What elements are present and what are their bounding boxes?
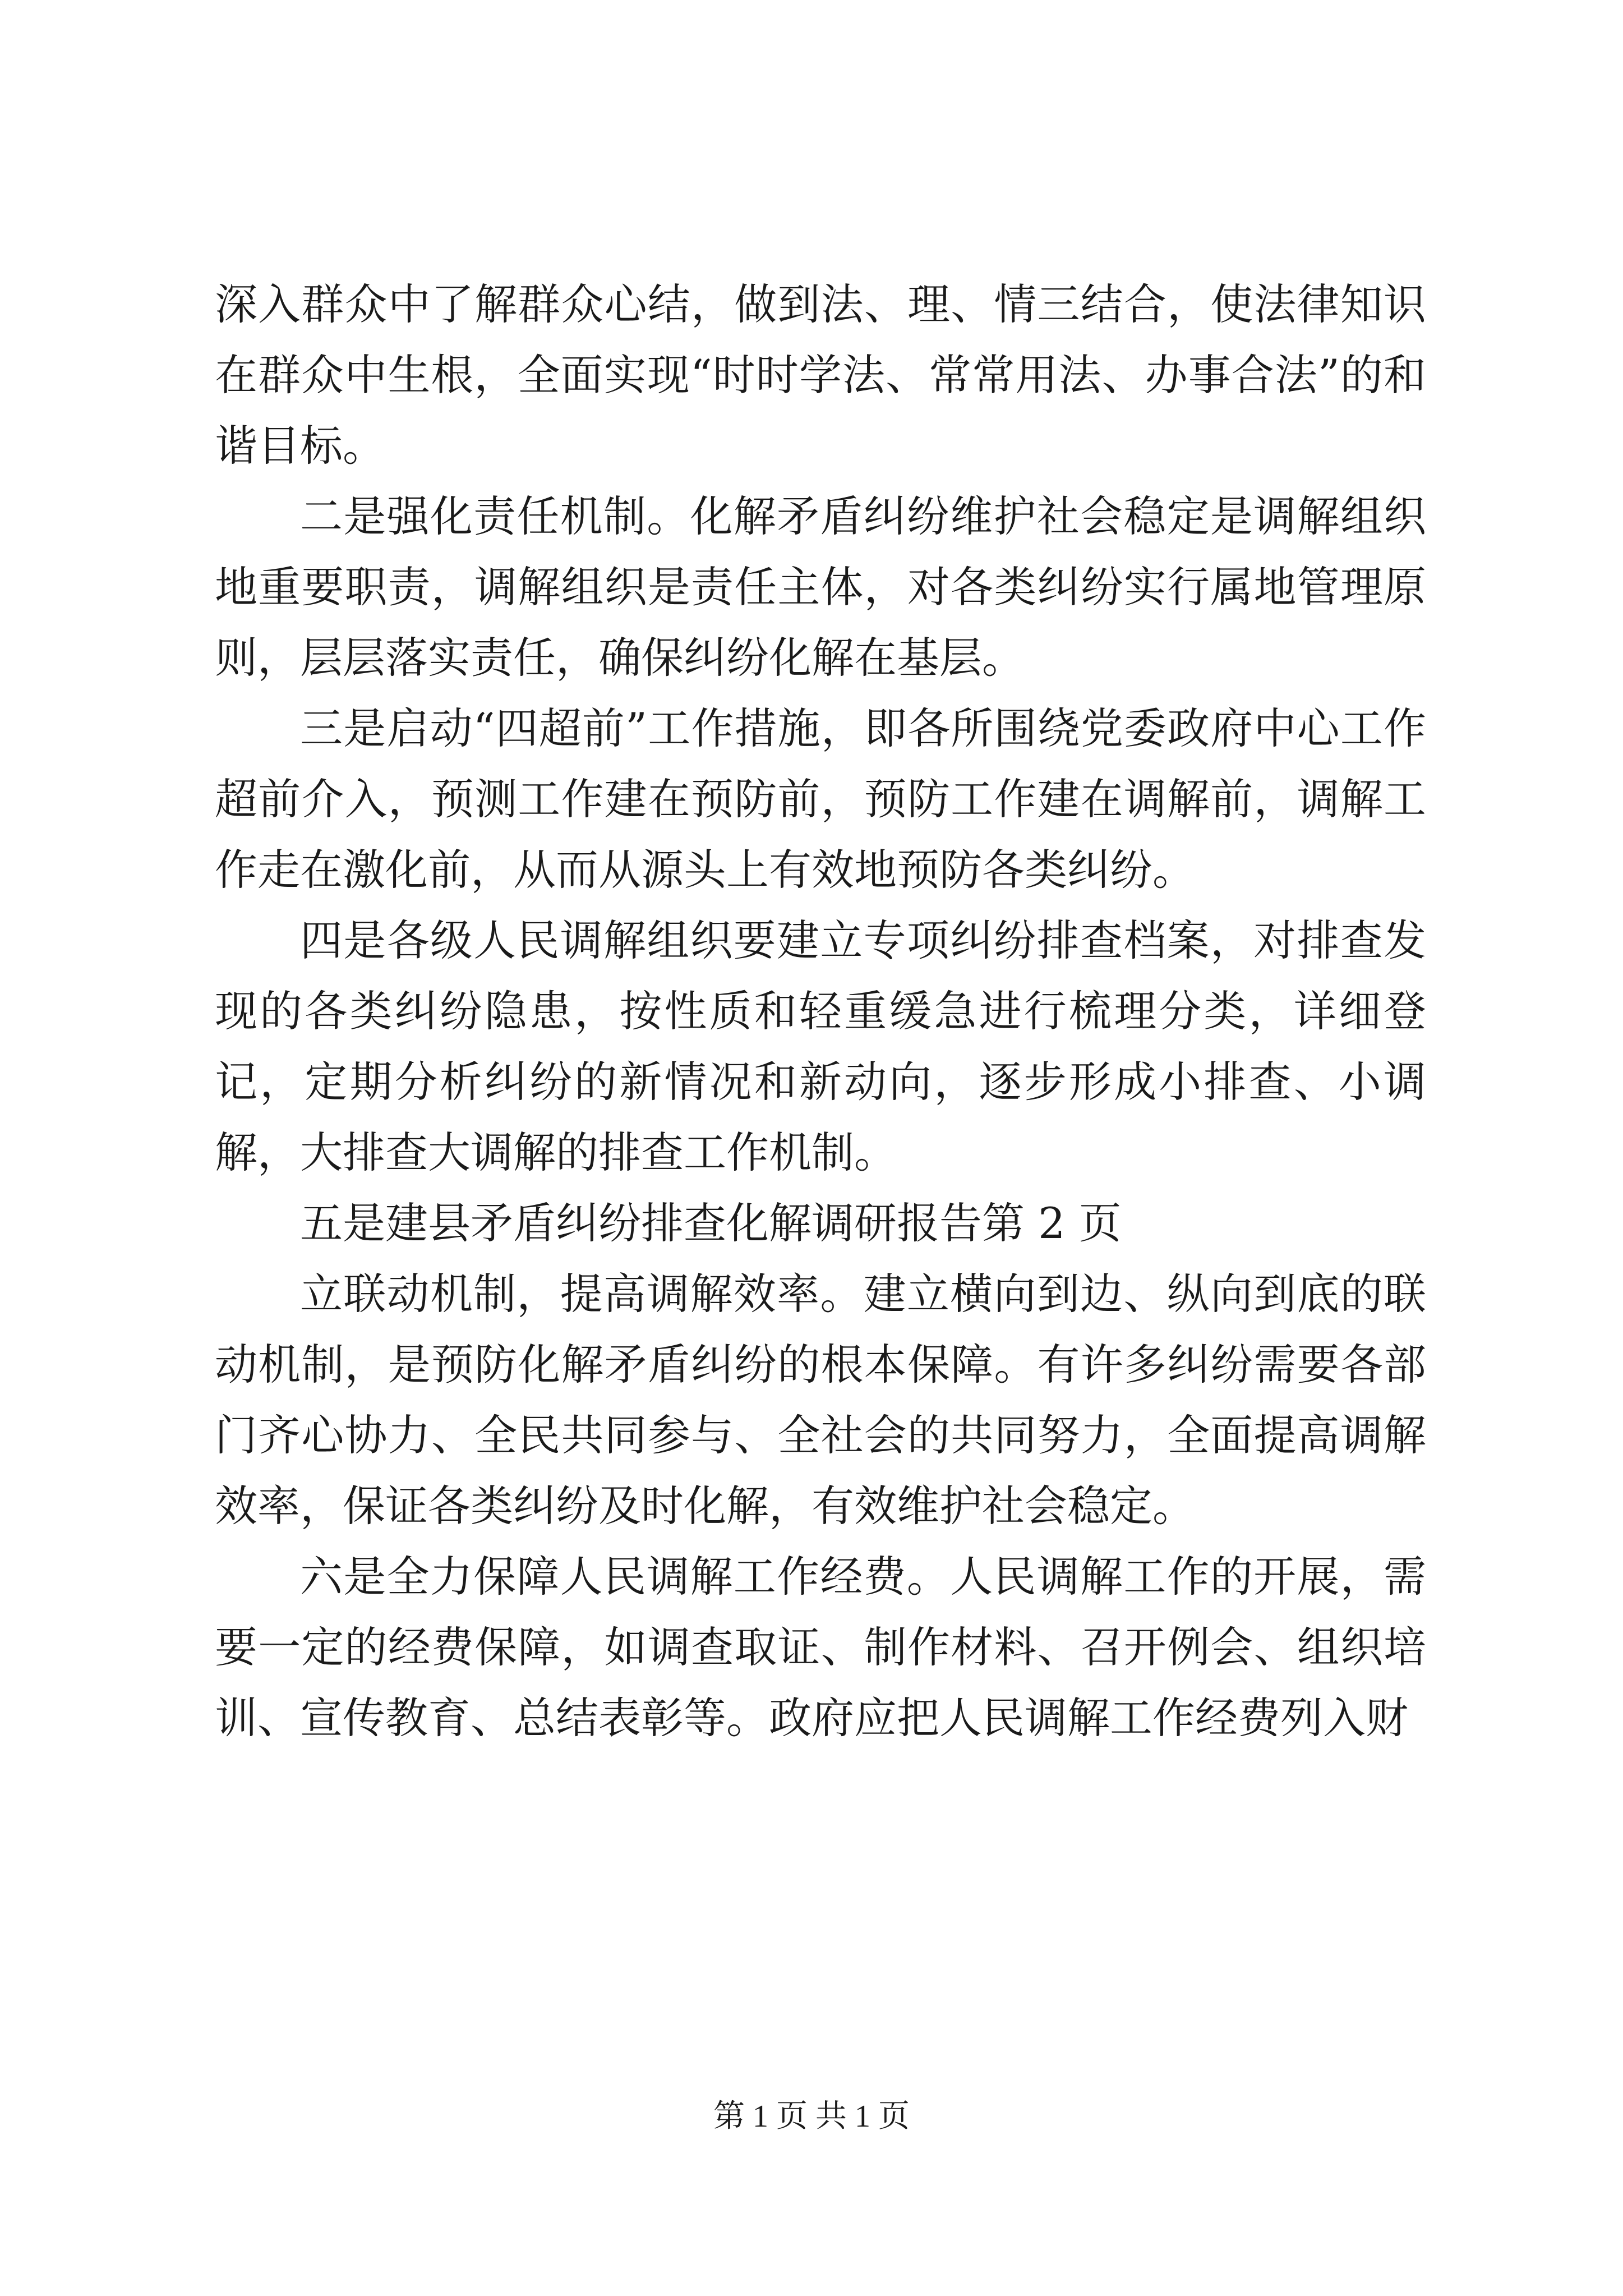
document-body bbox=[215, 269, 1426, 1754]
paragraph-continuation: 深入群众中了解群众心结，做到法、理、情三结合，使法律知识在群众中生根，全面实现“时时学法、常常用法、办事合法”的和谐目标。 bbox=[215, 279, 1426, 471]
paragraph-responsibility-mechanism: 二是强化责任机制。化解矛盾纠纷维护社会稳定是调解组织地重要职责，调解组织是责任主体，对各类纠纷实行属地管理原则，层层落实责任，确保纠纷化解在基层。 bbox=[215, 491, 1426, 683]
paragraph-page-break-heading: 五是建县矛盾纠纷排查化解调研报告第 2 页 bbox=[300, 1198, 1122, 1248]
paragraph-mediation-funding: 六是全力保障人民调解工作经费。人民调解工作的开展，需要一定的经费保障，如调查取证、制作材料、召开例会、组织培训、宣传教育、总结表彰等。政府应把人民调解工作经费列入财 bbox=[215, 1552, 1426, 1743]
paragraph-linkage-mechanism: 立联动机制，提高调解效率。建立横向到边、纵向到底的联动机制，是预防化解矛盾纠纷的根本保障。有许多纠纷需要各部门齐心协力、全民共同参与、全社会的共同努力，全面提高调解效率，保证各类纠纷及时化解，有效维护社会稳定。 bbox=[215, 1269, 1426, 1531]
page-footer: 第 1 页 共 1 页 bbox=[713, 2099, 910, 2134]
paragraph-four-advance-measures: 三是启动“四超前”工作措施，即各所围绕党委政府中心工作超前介入，预测工作建在预防前，预防工作建在调解前，调解工作走在激化前，从而从源头上有效地预防各类纠纷。 bbox=[215, 703, 1426, 895]
paragraph-dispute-archive: 四是各级人民调解组织要建立专项纠纷排查档案，对排查发现的各类纠纷隐患，按性质和轻重缓急进行梳理分类，详细登记，定期分析纠纷的新情况和新动向，逐步形成小排查、小调解，大排查大调解的排查工作机制。 bbox=[215, 915, 1426, 1177]
